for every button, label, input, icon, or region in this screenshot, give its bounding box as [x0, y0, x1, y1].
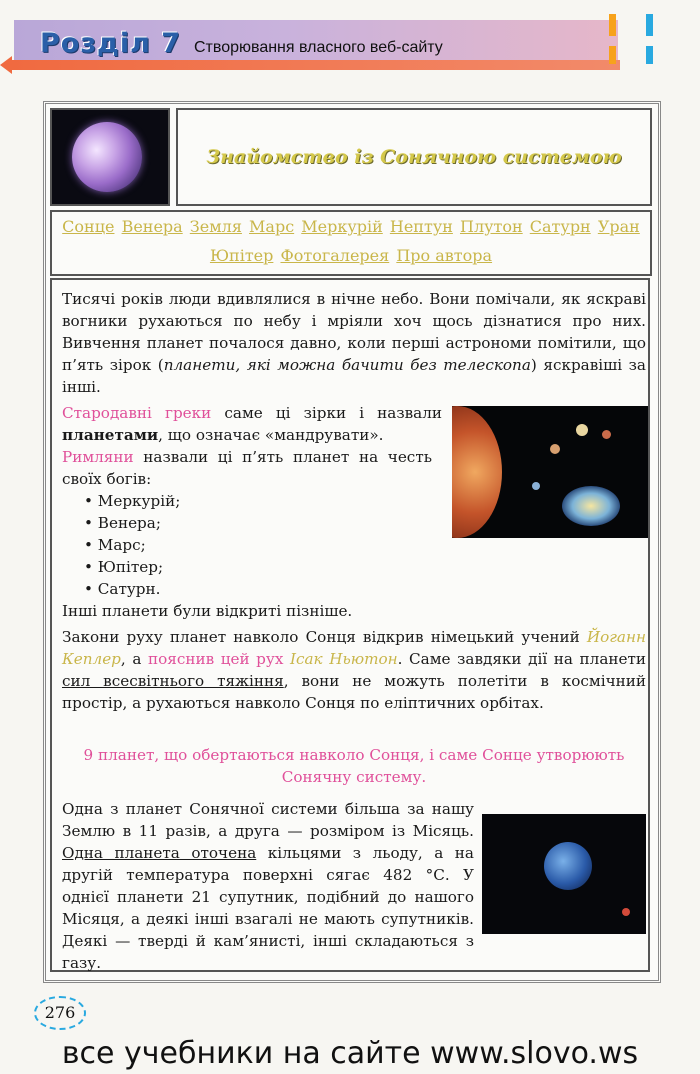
list-item: • Сатурн. [84, 578, 284, 600]
greeks-link[interactable]: Стародавні греки [62, 404, 212, 422]
title-row [50, 108, 650, 204]
nav-link-gallery[interactable]: Фотогалерея [280, 246, 390, 265]
nav-link-earth[interactable]: Земля [189, 217, 242, 236]
nav-link-jupiter[interactable]: Юпітер [209, 246, 274, 265]
others-line: Інші планети були відкриті пізніше. [62, 602, 353, 620]
footer-watermark: все учебники на сайте www.slovo.ws [61, 1036, 639, 1071]
nav-link-saturn[interactable]: Сатурн [529, 217, 591, 236]
nav-link-about[interactable]: Про автора [396, 246, 493, 265]
facts-text-a: Одна з планет Сонячної системи більша за нашу Землю в 11 разів, а друга — розміром із Місяць. [62, 800, 474, 840]
laws-text-c [283, 650, 290, 668]
nav-row-2 [52, 241, 650, 270]
chapter-header [10, 6, 650, 70]
laws-text-b: , а [120, 650, 148, 668]
greeks-paragraph [62, 402, 442, 446]
web-page-frame [43, 101, 661, 983]
laws-pink: пояснив цей рух [147, 650, 284, 668]
nebula-shape [562, 486, 620, 526]
list-item: • Меркурій; [84, 490, 284, 512]
section-title: Створювання власного веб-сайту [194, 39, 443, 56]
section-label: Розділ 7 [40, 28, 182, 59]
nav-link-neptune[interactable]: Нептун [389, 217, 453, 236]
list-item: • Марс; [84, 534, 284, 556]
title-box [176, 108, 652, 206]
nav-link-uranus[interactable]: Уран [597, 217, 640, 236]
sun-shape [452, 406, 502, 538]
planet-dot [602, 430, 611, 439]
content-area [50, 278, 650, 972]
planet-image [72, 122, 142, 192]
gods-list [84, 490, 284, 600]
intro-text: Тисячі років люди вдивлялися в нічне небо. Вони помічали, як яскраві вогники рухаються по небу і мріяли хоч щось дізнатися про них. Вивчення планет почалося давно, коли перші астрономи помітили, що п’ять зірок ( [62, 290, 646, 374]
facts-text-b: кільцями з льоду, а на другій температура поверхні сягає 482 °С. У однієї планети 21 супутник, подібний до нашого Місяця, а деякі інші взагалі не мають супутників. Деякі — тверді й кам’янисті, інші складаються з газу. [62, 844, 474, 972]
nav-link-venus[interactable]: Венера [121, 217, 183, 236]
orange-marker [609, 14, 616, 36]
nav-link-pluto[interactable]: Плутон [459, 217, 523, 236]
orange-marker [609, 46, 616, 64]
laws-paragraph [62, 626, 646, 714]
greeks-end: , що означає «мандрувати». [158, 426, 384, 444]
planet-dot [576, 424, 588, 436]
planet-dot [532, 482, 540, 490]
page-number: 276 [34, 996, 86, 1030]
laws-text-d: . Саме завдяки дії на планети [397, 650, 647, 668]
romans-paragraph [62, 446, 432, 490]
highlight-text: 9 планет, що обертаються навколо Сонця, і саме Сонце утворюють Сонячну систему. [83, 746, 625, 786]
facts-underline: Одна планета оточена [62, 844, 257, 862]
planets-bold: планетами [62, 426, 159, 444]
nav-link-sun[interactable]: Сонце [62, 217, 115, 236]
navigation-bar [50, 210, 652, 276]
list-item: • Юпітер; [84, 556, 284, 578]
moon-dot [622, 908, 630, 916]
nav-link-mercury[interactable]: Меркурій [301, 217, 383, 236]
solar-system-image [452, 406, 648, 538]
header-arrow [10, 60, 620, 70]
laws-text-a: Закони руху планет навколо Сонця відкрив німецький учений [62, 628, 587, 646]
greeks-text: саме ці зірки і назвали [211, 404, 442, 422]
blue-marker [646, 14, 653, 36]
blue-marker [646, 46, 653, 64]
gravity-text: сил всесвітнього тяжіння [62, 672, 284, 690]
intro-end: ) яскравіші за інші. [62, 356, 646, 396]
planet-thumbnail [50, 108, 170, 206]
nav-link-mars[interactable]: Марс [249, 217, 295, 236]
planet-dot [550, 444, 560, 454]
list-item: • Венера; [84, 512, 284, 534]
page-title: Знайомство із Сонячною системою [206, 146, 622, 168]
nav-row-1 [52, 212, 650, 241]
planet-photo [482, 814, 646, 934]
romans-link[interactable]: Римляни [62, 448, 134, 466]
laws-text-e: , вони не можуть полетіти в космічний простір, а рухаються навколо Сонця по еліптичних орбітах. [62, 672, 646, 712]
romans-text: назвали ці п’ять планет на честь своїх богів: [62, 448, 432, 488]
blue-planet-shape [544, 842, 592, 890]
intro-paragraph [62, 288, 646, 398]
facts-paragraph [62, 798, 474, 974]
kepler-link[interactable]: Йоганн Кеплер [62, 628, 646, 668]
newton-link[interactable]: Ісак Ньютон [289, 650, 398, 668]
intro-italic: планети, які можна бачити без телескопа [163, 356, 531, 374]
